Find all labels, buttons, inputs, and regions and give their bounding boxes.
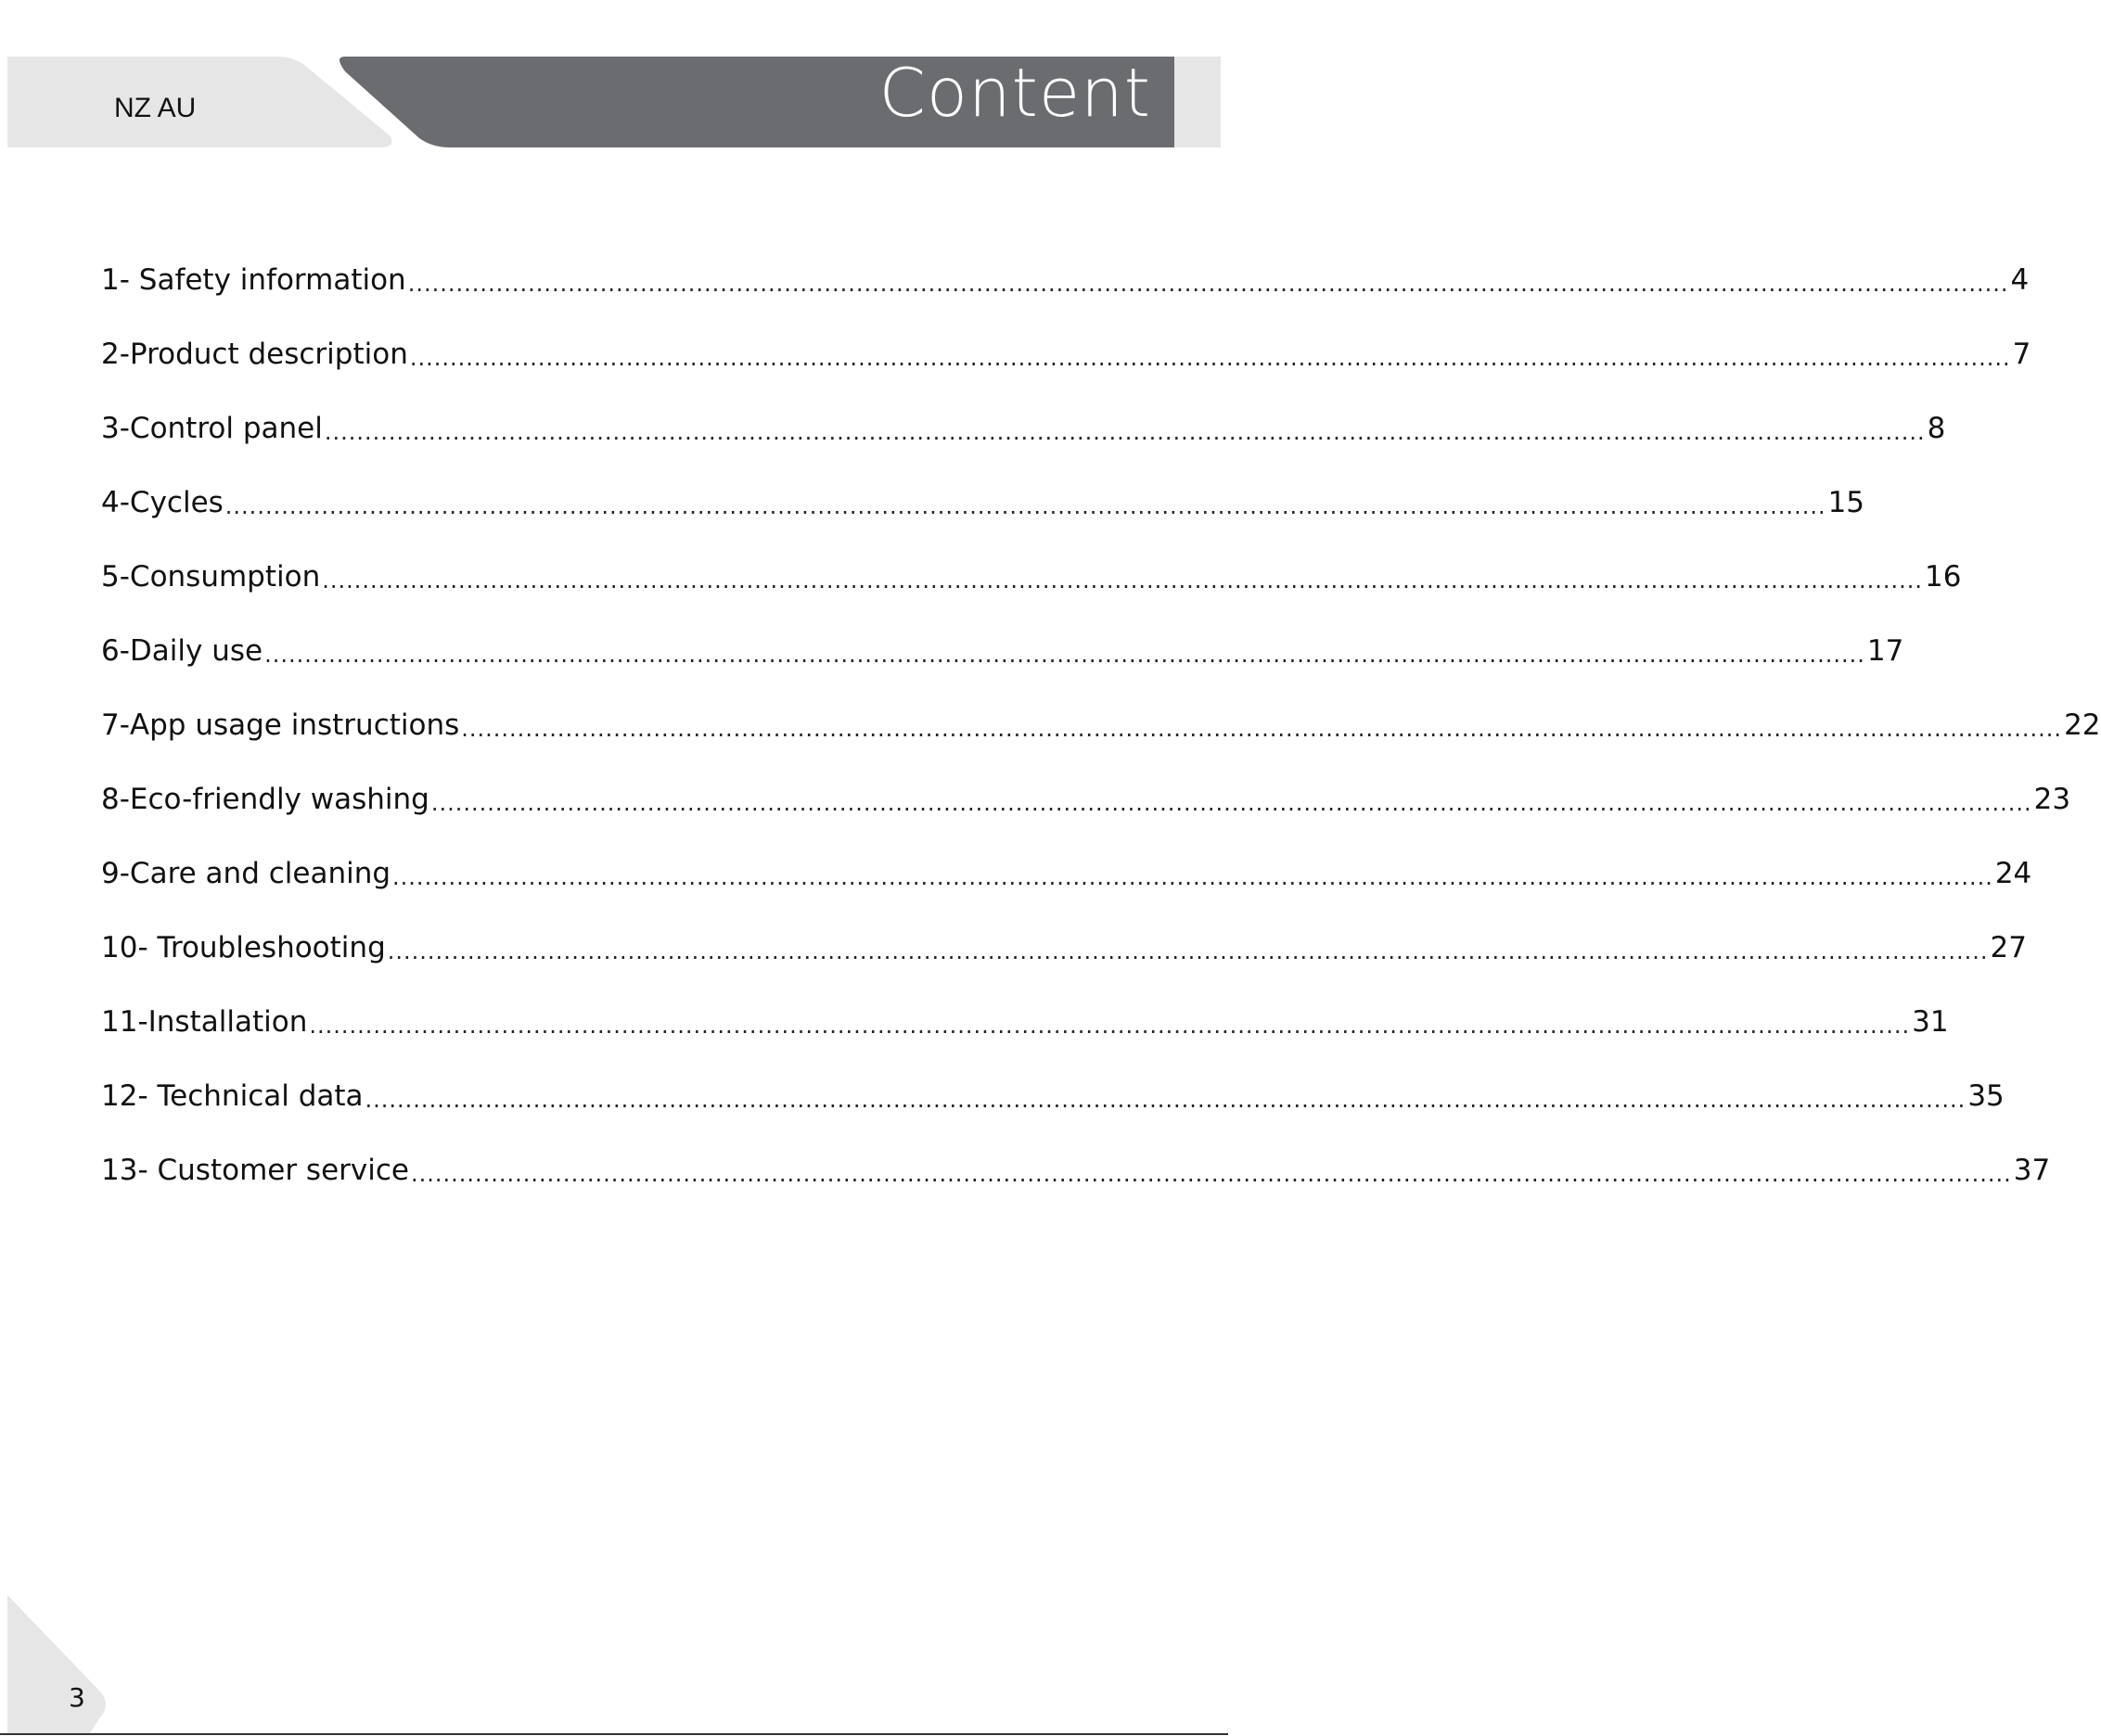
toc-title: Customer service bbox=[157, 1154, 409, 1187]
toc-page-number: 4 bbox=[2010, 263, 2030, 297]
toc-page-number: 37 bbox=[2013, 1154, 2051, 1187]
toc-page-number: 17 bbox=[1866, 634, 1904, 668]
toc-page-number: 31 bbox=[1912, 1005, 1949, 1039]
toc-entry-app-usage-instructions[interactable] bbox=[101, 688, 2101, 762]
toc-number: 12- bbox=[101, 1079, 158, 1113]
toc-entry-troubleshooting[interactable] bbox=[101, 911, 2027, 985]
toc-entry-cycles[interactable] bbox=[101, 466, 1865, 540]
toc-title: App usage instructions bbox=[129, 708, 460, 742]
toc-dot-leader: ........................................................................................................................................................................................................ bbox=[322, 568, 1924, 594]
toc-page-number: 27 bbox=[1990, 931, 2027, 964]
toc-dot-leader: ........................................................................................................................................................................................................ bbox=[461, 716, 2063, 742]
toc-title: Installation bbox=[147, 1005, 308, 1039]
toc-dot-leader: ........................................................................................................................................................................................................ bbox=[224, 493, 1826, 519]
toc-number: 8- bbox=[101, 783, 130, 816]
toc-entry-installation[interactable] bbox=[101, 985, 1949, 1059]
toc-dot-leader: ........................................................................................................................................................................................................ bbox=[324, 419, 1926, 445]
toc-entry-eco-friendly-washing[interactable] bbox=[101, 762, 2071, 836]
toc-title: Care and cleaning bbox=[129, 857, 391, 890]
toc-number: 5- bbox=[101, 560, 130, 594]
toc-dot-leader: ........................................................................................................................................................................................................ bbox=[410, 1161, 2012, 1187]
toc-page-number: 8 bbox=[1927, 412, 1946, 445]
toc-page-number: 23 bbox=[2033, 783, 2071, 816]
toc-page-number: 15 bbox=[1827, 486, 1865, 519]
toc-page-number: 7 bbox=[2012, 338, 2031, 371]
toc-title: Safety information bbox=[138, 263, 406, 297]
toc-title: Cycles bbox=[129, 486, 224, 519]
toc-dot-leader: ........................................................................................................................................................................................................ bbox=[409, 345, 2011, 371]
toc-number: 9- bbox=[101, 857, 130, 890]
toc-title: Technical data bbox=[157, 1079, 364, 1113]
toc-entry-technical-data[interactable] bbox=[101, 1059, 2005, 1133]
header-light-tab bbox=[7, 57, 391, 147]
toc-dot-leader: ........................................................................................................................................................................................................ bbox=[387, 938, 1989, 964]
toc-dot-leader: ........................................................................................................................................................................................................ bbox=[407, 271, 2009, 297]
toc-entry-daily-use[interactable] bbox=[101, 614, 1904, 688]
toc-page-number: 16 bbox=[1925, 560, 1962, 594]
toc-title: Product description bbox=[129, 338, 408, 371]
toc-entry-product-description[interactable] bbox=[101, 317, 2031, 391]
toc-number: 1- bbox=[101, 263, 139, 297]
toc-number: 6- bbox=[101, 634, 130, 668]
toc-number: 7- bbox=[101, 708, 130, 742]
bottom-rule bbox=[0, 1733, 1228, 1735]
toc-entry-customer-service[interactable] bbox=[101, 1133, 2051, 1207]
toc-number: 3- bbox=[101, 412, 130, 445]
page-title: Content bbox=[878, 54, 1151, 132]
toc-page-number: 22 bbox=[2064, 708, 2101, 742]
toc-number: 10- bbox=[101, 931, 158, 964]
toc-entry-control-panel[interactable] bbox=[101, 391, 1946, 466]
toc-page-number: 24 bbox=[1994, 857, 2032, 890]
toc-number: 2- bbox=[101, 338, 130, 371]
toc-page-number: 35 bbox=[1967, 1079, 2005, 1113]
toc-dot-leader: ........................................................................................................................................................................................................ bbox=[365, 1087, 1966, 1113]
toc-title: Daily use bbox=[129, 634, 263, 668]
toc-dot-leader: ........................................................................................................................................................................................................ bbox=[264, 642, 1865, 668]
region-label: NZ AU bbox=[114, 93, 197, 123]
toc-title: Eco-friendly washing bbox=[129, 783, 429, 816]
page-corner-tab bbox=[0, 1586, 121, 1736]
toc-title: Control panel bbox=[129, 412, 323, 445]
table-of-contents bbox=[101, 243, 2101, 1207]
toc-number: 4- bbox=[101, 486, 130, 519]
toc-entry-consumption[interactable] bbox=[101, 540, 1962, 614]
toc-number: 13- bbox=[101, 1154, 158, 1187]
page-number: 3 bbox=[69, 1682, 85, 1713]
toc-entry-safety-information[interactable] bbox=[101, 243, 2030, 317]
toc-number: 11- bbox=[101, 1005, 148, 1039]
toc-entry-care-and-cleaning[interactable] bbox=[101, 836, 2032, 911]
toc-title: Troubleshooting bbox=[157, 931, 386, 964]
header-right-strip bbox=[1174, 57, 1221, 147]
toc-dot-leader: ........................................................................................................................................................................................................ bbox=[309, 1013, 1911, 1039]
toc-title: Consumption bbox=[129, 560, 321, 594]
toc-dot-leader: ........................................................................................................................................................................................................ bbox=[392, 864, 1993, 890]
toc-dot-leader: ........................................................................................................................................................................................................ bbox=[430, 790, 2032, 816]
